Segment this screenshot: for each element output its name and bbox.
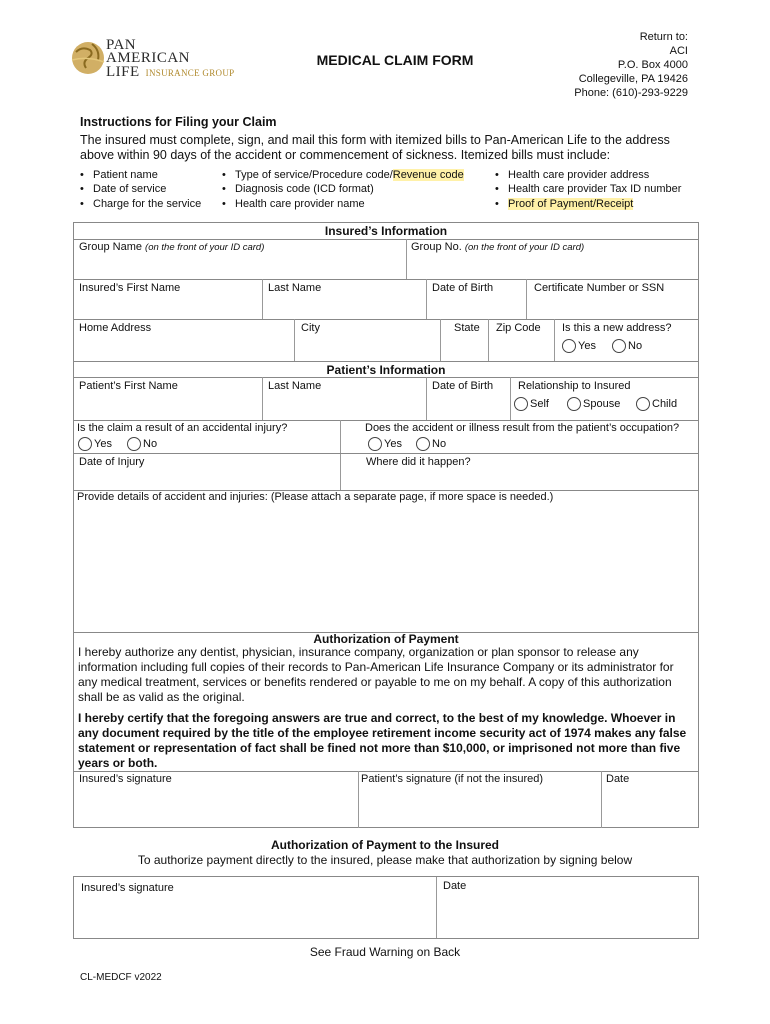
patient-signature-field[interactable]: Patient’s signature (if not the insured) [361, 773, 544, 785]
form-title: MEDICAL CLAIM FORM [316, 52, 474, 68]
accident-details-field[interactable]: Provide details of accident and injuries: (Please attach a separate page, if more space is needed.) [77, 491, 554, 503]
list-item: • Date of service [80, 182, 201, 196]
group-name-field[interactable]: Group Name (on the front of your ID card) [79, 241, 265, 253]
patient-last-name-field[interactable]: Last Name [268, 380, 322, 392]
state-field[interactable]: State [454, 322, 480, 334]
list-item: • Health care provider address [495, 168, 681, 182]
insured-payment-date-field[interactable]: Date [443, 880, 467, 892]
return-address: Return to: ACI P.O. Box 4000 Collegeville, PA 19426 Phone: (610)-293-9229 [574, 31, 688, 99]
claim-form [73, 222, 699, 828]
occupation-question: Does the accident or illness result from the patient’s occupation? [365, 422, 680, 434]
patient-first-name-field[interactable]: Patient’s First Name [79, 380, 178, 392]
zip-code-field[interactable]: Zip Code [496, 322, 541, 334]
authorization-heading: Authorization of Payment [313, 632, 459, 646]
relationship-question: Relationship to Insured [518, 380, 631, 392]
insured-section-heading: Insured’s Information [324, 224, 448, 238]
insured-first-name-field[interactable]: Insured’s First Name [79, 282, 181, 294]
where-happened-field[interactable]: Where did it happen? [366, 456, 471, 468]
insured-signature-field[interactable]: Insured’s signature [79, 773, 172, 785]
company-logo [70, 38, 240, 86]
city-field[interactable]: City [301, 322, 320, 334]
instructions-heading: Instructions for Filing your Claim [80, 115, 277, 129]
bullet-list-2 [222, 168, 464, 211]
patient-dob-field[interactable]: Date of Birth [432, 380, 494, 392]
new-address-yes-radio[interactable]: Yes [562, 339, 596, 353]
accidental-injury-question: Is the claim a result of an accidental injury? [77, 422, 288, 434]
list-item: • Type of service/Procedure code/Revenue code [222, 168, 464, 182]
occupation-no-radio[interactable]: No [416, 437, 446, 451]
patient-section-heading: Patient’s Information [326, 363, 446, 377]
certificate-ssn-field[interactable]: Certificate Number or SSN [534, 282, 665, 294]
insured-payment-text: To authorize payment directly to the insured, please make that authorization by signing below [137, 853, 633, 867]
accident-yes-radio[interactable]: Yes [78, 437, 112, 451]
list-item: • Health care provider Tax ID number [495, 182, 681, 196]
authorization-text: I hereby authorize any dentist, physician, insurance company, organization or plan sponsor to release any information including full copies of their records to Pan-American Life Insurance Company or its administrator for any medical treatment, services or benefits rendered or payable to me on my behalf. A copy of this authorization shall be as valid as the original. [78, 645, 674, 704]
bullet-list-3 [495, 168, 681, 211]
list-item: • Diagnosis code (ICD format) [222, 182, 464, 196]
accident-no-radio[interactable]: No [127, 437, 157, 451]
signature-date-field[interactable]: Date [606, 773, 630, 785]
occupation-yes-radio[interactable]: Yes [368, 437, 402, 451]
relationship-self-radio[interactable]: Self [514, 397, 549, 411]
new-address-question: Is this a new address? [562, 322, 672, 334]
insured-payment-heading: Authorization of Payment to the Insured [270, 838, 499, 852]
list-item: • Proof of Payment/Receipt [495, 197, 681, 211]
list-item: • Patient name [80, 168, 201, 182]
group-no-field[interactable]: Group No. (on the front of your ID card) [411, 241, 585, 253]
insured-payment-signature-field[interactable]: Insured’s signature [81, 882, 174, 894]
insured-dob-field[interactable]: Date of Birth [432, 282, 494, 294]
insured-payment-box [73, 876, 699, 939]
date-of-injury-field[interactable]: Date of Injury [79, 456, 145, 468]
list-item: • Health care provider name [222, 197, 464, 211]
instructions-body: The insured must complete, sign, and mail this form with itemized bills to Pan-American Life to the address above within 90 days of the accident or commencement of sickness. Itemized bills must include: [80, 133, 670, 162]
relationship-child-radio[interactable]: Child [636, 397, 677, 411]
form-version: CL-MEDCF v2022 [80, 972, 162, 983]
fraud-warning-note: See Fraud Warning on Back [309, 945, 461, 959]
logo-wordmark: PAN AMERICAN LIFE INSURANCE GROUP [106, 37, 235, 80]
insured-last-name-field[interactable]: Last Name [268, 282, 322, 294]
bullet-list-1 [80, 168, 201, 211]
new-address-no-radio[interactable]: No [612, 339, 642, 353]
home-address-field[interactable]: Home Address [79, 322, 152, 334]
certification-text: I hereby certify that the foregoing answers are true and correct, to the best of my knowledge. Whoever in any document required by the title of the employee retirement income security act of 1974 makes any false statement or representation of fact shall be fined not more than $10,000, or imprisoned not more than five years or both. [78, 711, 687, 770]
relationship-spouse-radio[interactable]: Spouse [567, 397, 620, 411]
list-item: • Charge for the service [80, 197, 201, 211]
globe-icon [70, 38, 106, 78]
